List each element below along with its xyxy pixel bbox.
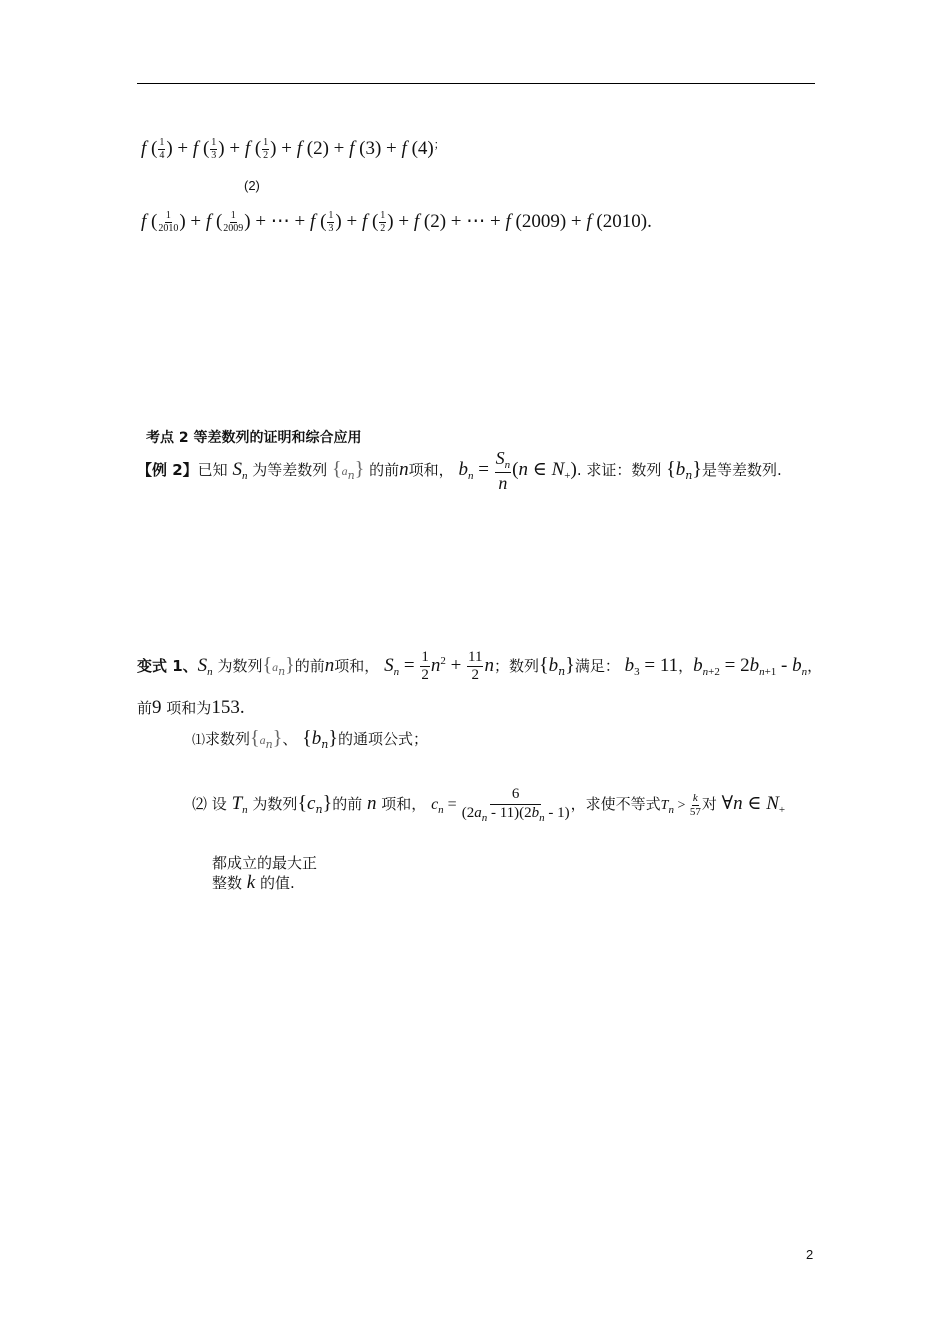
- formula-part2: f ( $\frac{1}{2010}$ ) + f ( $\frac{1}{2009}$ ) + ⋯ + f ( $\frac{1}{3}$ ) + f ( $\frac{1}{2}$ ) + f (2) + ⋯ + f (2009) + f (2010).: [141, 210, 652, 235]
- variant-1-text: 前: [137, 699, 153, 717]
- question-2: ⑵ 设 $T_n$ 为数列$\{c_n\}$的前 n 项和， $c_n$ = $\frac{6}{(2a_n - 11)(2b_n - 1)}$ ，求使不等式$T_n$ > $\frac{k}{57}$ 对 ∀n ∈ $N_+$: [192, 786, 786, 824]
- question-2-text: 的前: [332, 795, 363, 814]
- question-1-text: 、: [282, 730, 298, 748]
- variant-1-sum: 153.: [211, 697, 245, 718]
- question-2-text: 整数: [212, 874, 243, 892]
- question-1: ⑴求数列$\{a_n\}$、 $\{b_n\}$的通项公式；: [192, 727, 428, 751]
- question-1-label: ⑴: [192, 733, 206, 748]
- example-2-text: 的前: [369, 460, 400, 479]
- example-2: 【例 2】已知 $S_n$ 为等差数列 $\{a_n\}$ 的前n项和， $b_n$ = $\frac{S_n}{n}$ (n ∈ $N_+$). 求证：数列 $\{b_n\}$是等差数列.: [137, 448, 782, 493]
- example-2-text: 已知: [197, 460, 228, 479]
- question-2-label: ⑵ 设: [192, 795, 227, 814]
- variant-1-line-2: [137, 697, 245, 719]
- question-2-line-3: 整数 k 的值.: [212, 872, 295, 893]
- variant-1-text: 项和，: [334, 656, 380, 675]
- variant-1-text: 的前: [294, 656, 325, 675]
- part2-period: .: [647, 211, 652, 232]
- question-2-text: 为数列: [252, 795, 298, 814]
- question-2-text: ，求使不等式: [570, 795, 661, 814]
- variant-1-text: 项和为: [166, 699, 212, 717]
- example-2-tag: 【例 2】: [137, 460, 198, 479]
- variant-1-tag: 变式 1、: [137, 656, 198, 675]
- question-2-text: 对: [701, 795, 717, 814]
- variant-1: 变式 1、$S_n$ 为数列$\{a_n\}$的前n项和， $S_n$ = $\frac{1}{2}$ $n^2$ + $\frac{11}{2}$ n；数列$\{b_n\}$满足： $b_3 = 11$，$b_{n+2} = 2b_{n+1} - b_n$，: [137, 649, 823, 683]
- section-title: 考点 2 等差数列的证明和综合应用: [146, 430, 362, 446]
- question-2-text: 项和，: [381, 795, 427, 814]
- example-2-text: 为等差数列: [252, 460, 328, 479]
- variant-1-count: 9: [152, 697, 162, 718]
- variant-1-text: 满足：: [574, 656, 620, 675]
- example-2-text: 项和，: [408, 460, 454, 479]
- variant-1-text: ；数列: [493, 656, 539, 675]
- question-1-text: 的通项公式；: [337, 730, 428, 748]
- question-2-line-2: 都成立的最大正: [212, 854, 318, 872]
- part2-label: (2): [244, 178, 260, 193]
- example-2-text: 是等差数列.: [701, 460, 782, 479]
- page-number: 2: [806, 1247, 814, 1262]
- example-2-text: . 求证：数列: [576, 460, 662, 479]
- part1-semicolon: ；: [433, 138, 445, 151]
- header-rule: [137, 83, 815, 84]
- variant-1-text: 为数列: [217, 656, 263, 675]
- question-2-text: 的值.: [260, 874, 295, 892]
- formula-part1: f ( $\frac{1}{4}$ ) + f ( $\frac{1}{3}$ ) + f ( $\frac{1}{2}$ ) + f (2) + f (3) + f (4)；: [141, 137, 445, 162]
- question-1-text: 求数列: [205, 730, 251, 748]
